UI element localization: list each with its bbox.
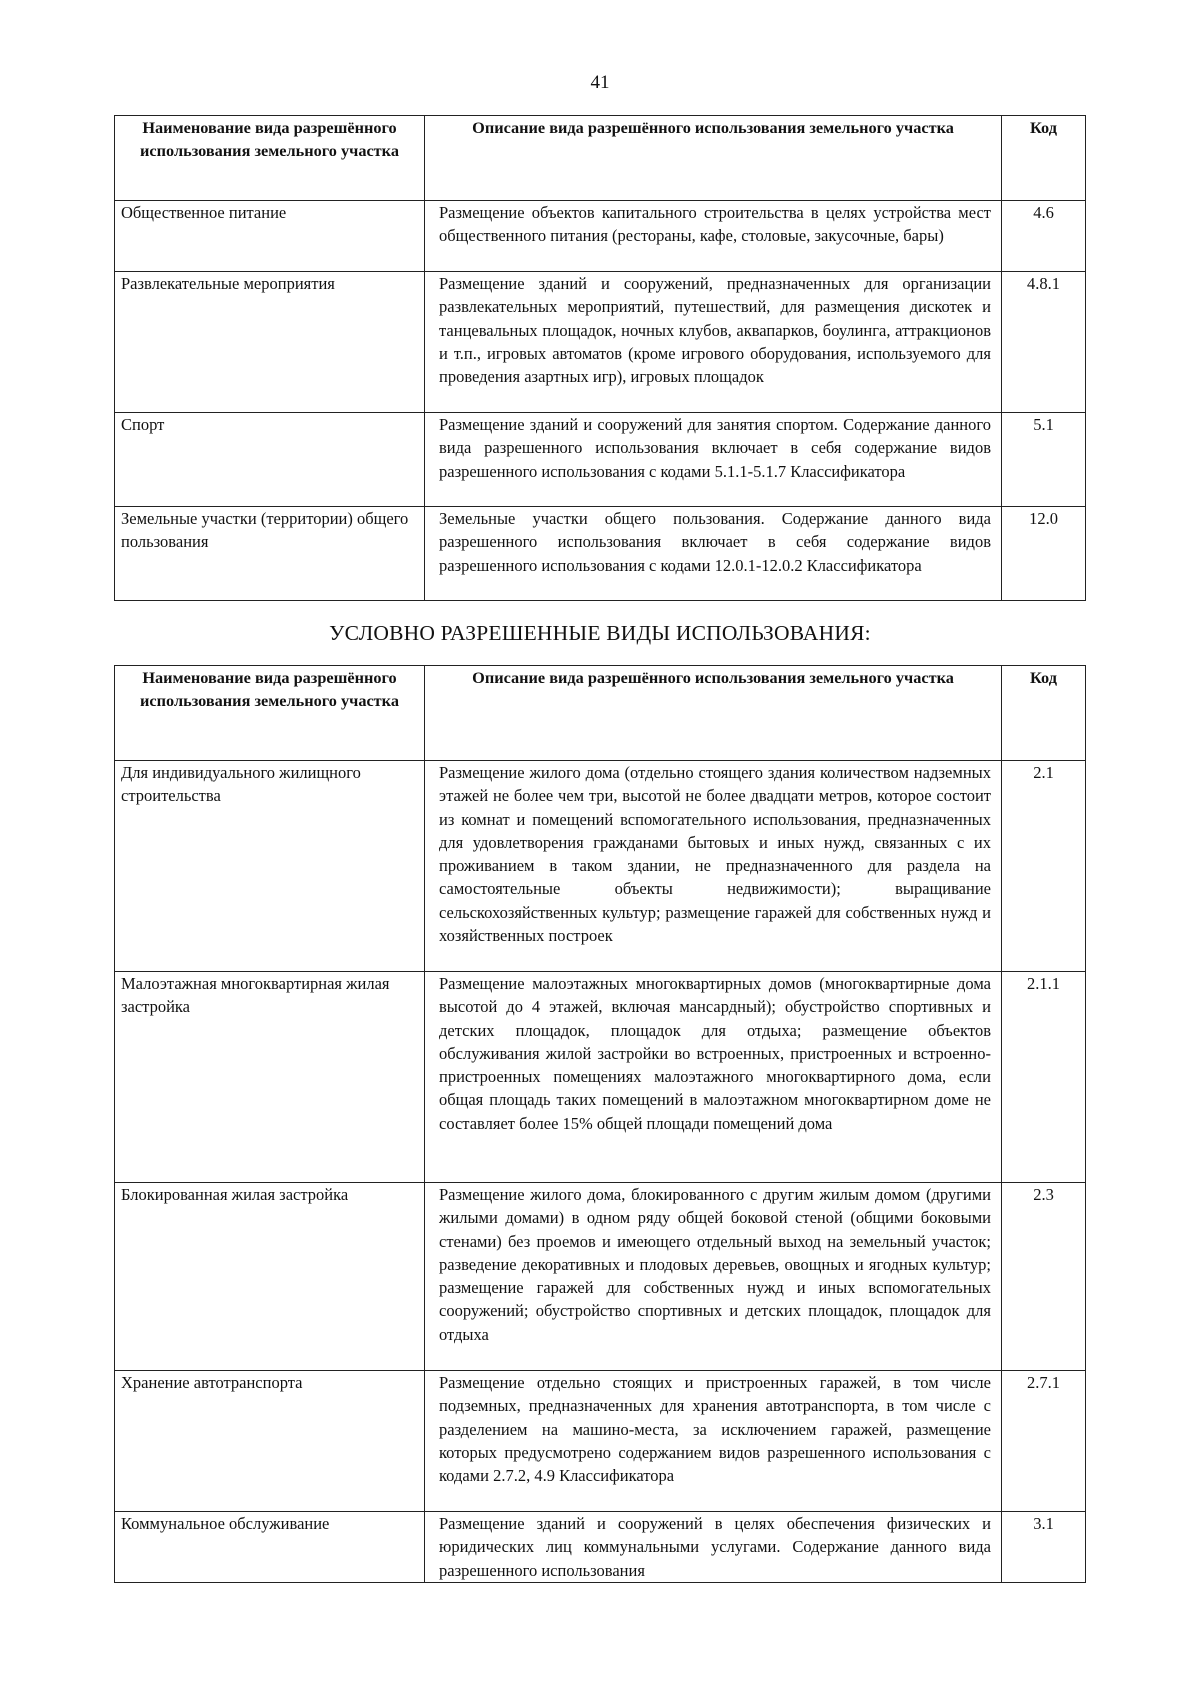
row-code: 2.1.1 [1002,972,1086,1183]
row-name: Общественное питание [115,201,425,272]
row-name: Спорт [115,413,425,507]
table-row [115,272,1086,413]
section-heading: УСЛОВНО РАЗРЕШЕННЫЕ ВИДЫ ИСПОЛЬЗОВАНИЯ: [329,621,871,645]
row-name: Земельные участки (территории) общего пользования [115,507,425,601]
table-row [115,1512,1086,1583]
header-name: Наименование вида разрешённого использования земельного участка [115,116,425,201]
row-description: Размещение отдельно стоящих и пристроенных гаражей, в том числе подземных, предназначенных для хранения автотранспорта, в том числе с разделением на машино-места, за исключением гаражей, размещение которых предусмотрено содержанием видов разрешенного использования с кодами 2.7.2, 4.9 Классификатора [425,1371,1002,1512]
table-row [115,972,1086,1183]
table-row [115,1183,1086,1371]
table-row [115,761,1086,972]
header-description: Описание вида разрешённого использования земельного участка [425,666,1002,761]
table-row [115,201,1086,272]
table-row [115,507,1086,601]
row-name: Для индивидуального жилищного строительства [115,761,425,972]
row-code: 2.3 [1002,1183,1086,1371]
header-description: Описание вида разрешённого использования земельного участка [425,116,1002,201]
row-code: 4.6 [1002,201,1086,272]
row-description: Размещение зданий и сооружений для занятия спортом. Содержание данного вида разрешенного использования включает в себя содержание видов разрешенного использования с кодами 5.1.1-5.1.7 Классификатора [425,413,1002,507]
row-code: 5.1 [1002,413,1086,507]
row-code: 4.8.1 [1002,272,1086,413]
main-permitted-uses-table [114,115,1086,601]
table-row [115,1371,1086,1512]
page-number: 41 [590,72,610,93]
row-code: 3.1 [1002,1512,1086,1583]
table-header-row [115,666,1086,761]
row-description: Земельные участки общего пользования. Содержание данного вида разрешенного использования включает в себя содержание видов разрешенного использования с кодами 12.0.1-12.0.2 Классификатора [425,507,1002,601]
row-name: Блокированная жилая застройка [115,1183,425,1371]
header-code: Код [1002,666,1086,761]
row-description: Размещение объектов капитального строительства в целях устройства мест общественного питания (рестораны, кафе, столовые, закусочные, бары) [425,201,1002,272]
row-code: 2.7.1 [1002,1371,1086,1512]
row-code: 2.1 [1002,761,1086,972]
row-name: Коммунальное обслуживание [115,1512,425,1583]
row-name: Развлекательные мероприятия [115,272,425,413]
row-name: Малоэтажная многоквартирная жилая застройка [115,972,425,1183]
header-code: Код [1002,116,1086,201]
row-description: Размещение жилого дома (отдельно стоящего здания количеством надземных этажей не более чем три, высотой не более двадцати метров, которое состоит из комнат и помещений вспомогательного использования, предназначенных для удовлетворения гражданами бытовых и иных нужд, связанных с их проживанием в таком здании, не предназначенного для раздела на самостоятельные объекты недвижимости); выращивание сельскохозяйственных культур; размещение гаражей для собственных нужд и хозяйственных построек [425,761,1002,972]
row-description: Размещение жилого дома, блокированного с другим жилым домом (другими жилыми домами) в одном ряду общей боковой стеной (общими боковыми стенами) без проемов и имеющего отдельный выход на земельный участок; разведение декоративных и плодовых деревьев, овощных и ягодных культур; размещение гаражей для собственных нужд и иных вспомогательных сооружений; обустройство спортивных и детских площадок, площадок для отдыха [425,1183,1002,1371]
row-code: 12.0 [1002,507,1086,601]
conditional-permitted-uses-table [114,665,1086,1583]
table-row [115,413,1086,507]
header-name: Наименование вида разрешённого использования земельного участка [115,666,425,761]
row-description: Размещение зданий и сооружений в целях обеспечения физических и юридических лиц коммунальными услугами. Содержание данного вида разрешенного использования [425,1512,1002,1583]
row-description: Размещение зданий и сооружений, предназначенных для организации развлекательных мероприятий, путешествий, для размещения дискотек и танцевальных площадок, ночных клубов, аквапарков, боулинга, аттракционов и т.п., игровых автоматов (кроме игрового оборудования, используемого для проведения азартных игр), игровых площадок [425,272,1002,413]
table-header-row [115,116,1086,201]
row-name: Хранение автотранспорта [115,1371,425,1512]
row-description: Размещение малоэтажных многоквартирных домов (многоквартирные дома высотой до 4 этажей, включая мансардный); обустройство спортивных и детских площадок, площадок для отдыха; размещение объектов обслуживания жилой застройки во встроенных, пристроенных и встроенно-пристроенных помещениях малоэтажного многоквартирного дома, если общая площадь таких помещений в малоэтажном многоквартирном доме не составляет более 15% общей площади помещений дома [425,972,1002,1183]
